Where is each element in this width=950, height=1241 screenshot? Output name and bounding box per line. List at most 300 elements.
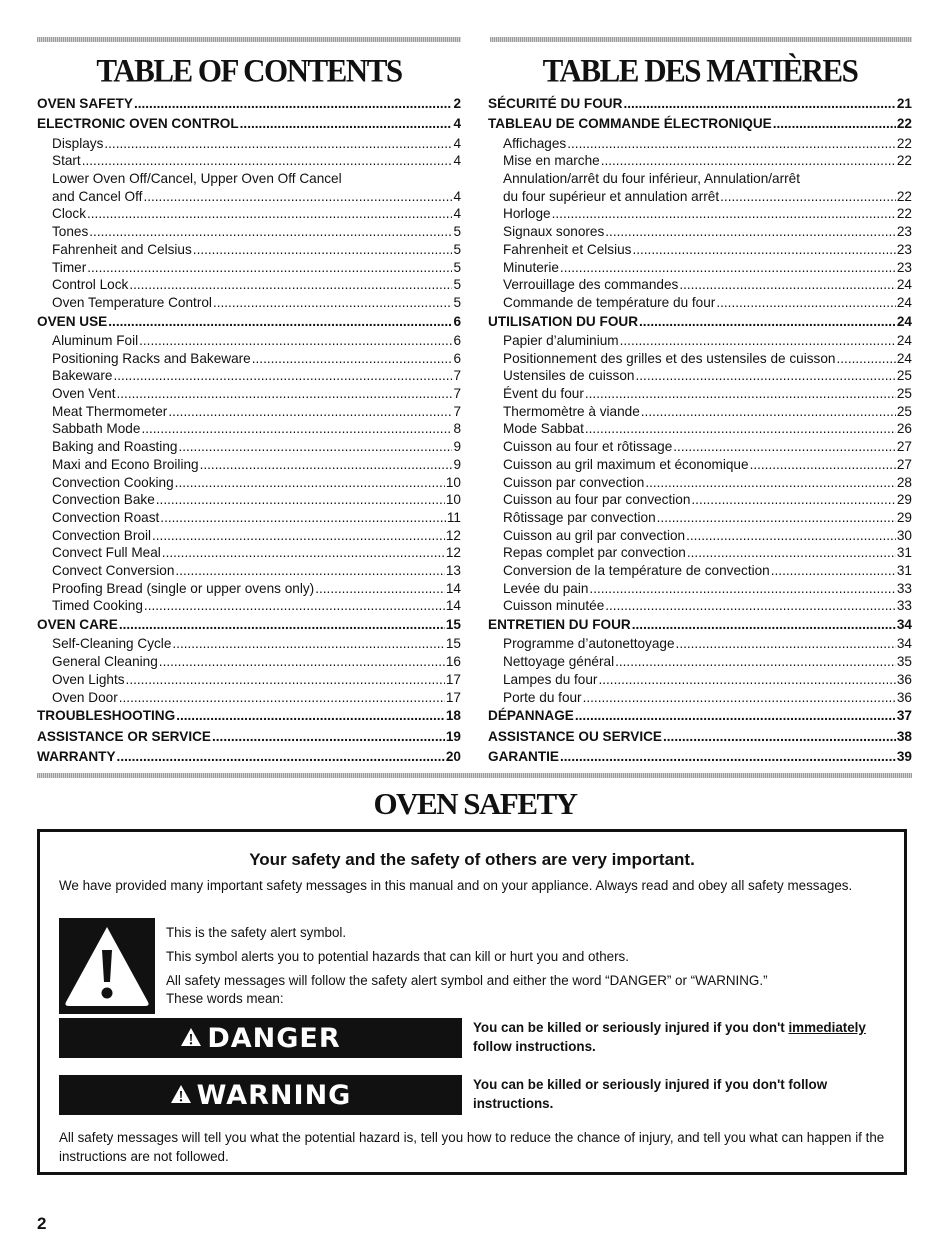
toc-dot-leader [156,491,445,509]
toc-entry-title: Levée du pain [503,580,589,596]
toc-subentry [488,135,912,153]
toc-subentry [488,544,912,562]
toc-page-number: 31 [896,563,912,579]
toc-entry-title: Baking and Roasting [52,439,178,455]
toc-dot-leader [159,653,445,671]
toc-entry-title: Cuisson au gril par convection [503,527,686,543]
toc-page-number: 22 [896,206,912,222]
toc-section-entry [488,727,912,747]
alert-line: This symbol alerts you to potential hazards that can kill or hurt you and others. [166,949,629,964]
toc-dot-leader [113,367,452,385]
toc-entry-title: Convect Conversion [52,563,175,579]
toc-page-number: 12 [445,527,461,543]
toc-section-entry [488,615,912,635]
toc-entry-title: TROUBLESHOOTING [37,708,176,724]
toc-page-number: 14 [445,598,461,614]
toc-entry-title: du four supérieur et annulation arrêt [503,188,720,204]
toc-section-entry [37,312,461,332]
toc-page-number: 27 [896,439,912,455]
toc-dot-leader [716,294,896,312]
toc-subentry [37,491,461,509]
toc-subentry [37,562,461,580]
section-rule [37,773,912,778]
toc-subentry [37,653,461,671]
toc-dot-leader [175,562,444,580]
toc-entry-title: SÉCURITÉ DU FOUR [488,96,623,111]
toc-subentry [488,438,912,456]
toc-dot-leader [679,276,896,294]
toc-entry-title: Porte du four [503,689,582,705]
toc-dot-leader [200,456,453,474]
toc-page-number: 38 [896,728,912,744]
toc-page-number: 5 [453,241,461,257]
toc-page-number: 4 [453,153,461,169]
toc-subentry [37,350,461,368]
toc-section-entry [488,312,912,332]
toc-entry-title: Cuisson minutée [503,598,605,614]
toc-title-fr: TABLE DES MATIÈRES [542,51,858,89]
toc-dot-leader [119,615,445,635]
toc-dot-leader [676,635,896,653]
danger-text-emphasis: immediately [788,1020,866,1035]
toc-dot-leader [552,205,896,223]
toc-section-entry [488,706,912,726]
top-rule-left [37,37,461,42]
toc-dot-leader [836,350,895,368]
toc-entry-title: OVEN CARE [37,617,118,633]
toc-dot-leader [178,438,452,456]
toc-dot-leader [567,135,896,153]
toc-page-number: 7 [453,386,461,402]
toc-page-number: 27 [896,456,912,472]
toc-dot-leader [89,223,452,241]
toc-dot-leader [585,385,896,403]
toc-page-number: 34 [896,617,912,633]
toc-page-number: 24 [896,350,912,366]
toc-entry-title: Repas complet par convection [503,545,686,561]
toc-dot-leader [686,527,896,545]
toc-subentry [488,689,912,707]
toc-entry-title: WARRANTY [37,748,116,764]
toc-section-entry [37,727,461,747]
danger-text [473,1018,903,1056]
toc-dot-leader [176,706,445,726]
toc-page-number: 9 [453,439,461,455]
toc-entry-title: OVEN SAFETY [37,96,133,111]
toc-subentry [37,241,461,259]
alert-line: All safety messages will follow the safety alert symbol and either the word “DANGER” or “WARNING.” [166,973,768,988]
toc-page-number: 31 [896,545,912,561]
toc-dot-leader [645,474,896,492]
toc-page-number: 35 [896,654,912,670]
toc-entry-title: Nettoyage général [503,654,615,670]
toc-section-entry [37,747,461,767]
toc-subentry [488,491,912,509]
toc-entry-title: Oven Door [52,689,118,705]
toc-entry-title: Proofing Bread (single or upper ovens only) [52,580,315,596]
toc-page-number: 5 [453,224,461,240]
danger-banner [59,1018,462,1058]
toc-subentry [488,474,912,492]
toc-entry-title: ELECTRONIC OVEN CONTROL [37,116,239,132]
toc-dot-leader [87,259,452,277]
toc-entry-title: Convection Roast [52,509,160,525]
toc-entry-title: Sabbath Mode [52,421,141,437]
toc-dot-leader [117,747,445,767]
warning-text: You can be killed or seriously injured if you don't follow instructions. [473,1077,828,1111]
toc-page-number: 33 [896,598,912,614]
toc-entry-title: Oven Lights [52,671,125,687]
toc-entry-title: Affichages [503,135,567,151]
toc-entry-title: TABLEAU DE COMMANDE ÉLECTRONIQUE [488,116,772,132]
toc-page-number: 22 [896,153,912,169]
toc-dot-leader [141,420,452,438]
toc-entry-title: Control Lock [52,277,129,293]
toc-entry-title: Évent du four [503,386,584,402]
toc-subentry [37,367,461,385]
toc-dot-leader [773,114,896,134]
toc-subentry [37,671,461,689]
toc-entry-title: Start [52,153,81,169]
toc-page-number: 10 [445,474,461,490]
toc-page-number: 11 [446,509,461,525]
toc-dot-leader [168,403,452,421]
toc-page-number: 6 [453,350,461,366]
toc-page-number: 5 [453,294,461,310]
toc-dot-leader [129,276,452,294]
toc-page-number: 18 [445,708,461,724]
toc-entry-title: Papier d’aluminium [503,332,619,348]
toc-page-number: 23 [896,259,912,275]
toc-entry-title: Conversion de la température de convection [503,563,770,579]
toc-subentry [488,653,912,671]
toc-subentry [37,403,461,421]
toc-entry-title: Annulation/arrêt du four inférieur, Annulation/arrêt [503,171,800,186]
toc-page-number: 5 [453,277,461,293]
safety-title: OVEN SAFETY [373,786,577,821]
toc-subentry [37,544,461,562]
toc-page-number: 25 [896,386,912,402]
toc-page-number: 5 [453,259,461,275]
toc-dot-leader [82,152,453,170]
toc-subentry [37,456,461,474]
toc-dot-leader [691,491,895,509]
toc-entry-title: Thermomètre à viande [503,403,640,419]
toc-page-number: 36 [896,689,912,705]
toc-dot-leader [213,294,453,312]
toc-page-number: 34 [896,636,912,652]
toc-subentry [488,527,912,545]
toc-dot-leader [108,312,452,332]
toc-page-number: 8 [453,421,461,437]
toc-dot-leader [139,332,452,350]
toc-entry-title: Cuisson au gril maximum et économique [503,456,749,472]
toc-subentry [37,223,461,241]
toc-entry-title: Bakeware [52,368,113,384]
toc-page-number: 4 [453,188,461,204]
toc-dot-leader [560,259,896,277]
toc-subentry [37,188,461,206]
toc-page-number: 37 [896,708,912,724]
toc-entry-title: Signaux sonores [503,224,605,240]
toc-page-number: 4 [453,116,461,132]
toc-page-number: 24 [896,294,912,310]
toc-section-entry [37,706,461,726]
toc-entry-title: and Cancel Off [52,188,143,204]
toc-page-number: 21 [896,96,912,111]
toc-page-number: 19 [445,728,461,744]
toc-dot-leader [615,653,896,671]
toc-page-number: 4 [453,206,461,222]
danger-text-part: follow instructions. [473,1039,596,1054]
toc-page-number: 23 [896,224,912,240]
toc-subentry [37,385,461,403]
toc-section-entry [488,114,912,134]
toc-english [37,51,461,767]
toc-subentry [37,259,461,277]
toc-entry-title: Cuisson au four et rôtissage [503,439,673,455]
toc-page-number: 24 [896,332,912,348]
toc-entry-title: Lampes du four [503,671,598,687]
toc-dot-leader [160,509,446,527]
toc-dot-leader [750,456,896,474]
toc-dot-leader [598,671,895,689]
toc-page-number: 13 [445,563,461,579]
safety-footer: All safety messages will tell you what the potential hazard is, tell you how to reduce the chance of injury, and tell you what can happen if the instructions are not followed. [59,1130,885,1164]
toc-page-number: 17 [445,671,461,687]
toc-page-number: 17 [445,689,461,705]
toc-entry-title: OVEN USE [37,313,108,329]
toc-page-number: 23 [896,241,912,257]
toc-entry-title: Convect Full Meal [52,545,161,561]
toc-page-number: 24 [896,277,912,293]
toc-section-entry [37,94,461,114]
toc-entry-title: Positionnement des grilles et des ustensiles de cuisson [503,350,836,366]
toc-dot-leader [212,727,445,747]
toc-subentry [37,276,461,294]
toc-dot-leader [623,94,895,114]
toc-entry-title: Tones [52,224,89,240]
toc-page-number: 15 [445,636,461,652]
toc-page-number: 33 [896,580,912,596]
toc-subentry [488,367,912,385]
toc-subentry [37,205,461,223]
toc-page-number: 16 [445,654,461,670]
toc-subentry [488,403,912,421]
toc-subentry [37,420,461,438]
toc-dot-leader [632,241,895,259]
toc-entry-title: ASSISTANCE OR SERVICE [37,728,211,744]
toc-subentry [488,332,912,350]
top-rule-right [490,37,912,42]
toc-page-number: 7 [453,368,461,384]
toc-entry-title: Aluminum Foil [52,332,139,348]
toc-entry-title: ASSISTANCE OU SERVICE [488,728,662,744]
toc-page-number: 6 [453,332,461,348]
toc-subentry [488,241,912,259]
toc-page-number: 7 [453,403,461,419]
toc-subentry [488,152,912,170]
toc-subentry [488,671,912,689]
toc-entry-title: Commande de température du four [503,294,716,310]
toc-subentry [37,597,461,615]
danger-label: DANGER [207,1022,341,1054]
toc-dot-leader [87,205,452,223]
toc-entry-title: Mise en marche [503,153,600,169]
toc-dot-leader [771,562,896,580]
toc-page-number: 15 [445,617,461,633]
toc-subentry [37,580,461,598]
toc-entry-title: GARANTIE [488,748,559,764]
toc-subentry [488,597,912,615]
toc-dot-leader [152,527,445,545]
toc-page-number: 29 [896,509,912,525]
toc-subentry [488,276,912,294]
toc-subentry [488,205,912,223]
toc-entry-title: Oven Temperature Control [52,294,212,310]
toc-entry-title: Fahrenheit et Celsius [503,241,632,257]
toc-section-entry [488,94,912,114]
toc-dot-leader [116,385,452,403]
toc-section-entry [488,747,912,767]
toc-section-entry [37,114,461,134]
toc-page-number: 22 [896,188,912,204]
toc-page-number: 4 [453,135,461,151]
toc-subentry [37,294,461,312]
toc-entry-title: Oven Vent [52,386,116,402]
toc-page-number: 26 [896,421,912,437]
warning-banner [59,1075,462,1115]
toc-subentry [488,170,912,188]
toc-subentry [488,580,912,598]
toc-dot-leader [605,223,896,241]
toc-dot-leader [620,332,896,350]
toc-dot-leader [172,635,444,653]
toc-page-number: 22 [896,116,912,132]
toc-dot-leader [252,350,453,368]
toc-entry-title: Meat Thermometer [52,403,168,419]
toc-entry-list-fr [488,94,912,767]
toc-entry-title: Rôtissage par convection [503,509,656,525]
toc-dot-leader [720,188,896,206]
toc-page-number: 14 [445,580,461,596]
toc-subentry [37,438,461,456]
alert-symbol-explanation [166,924,886,1014]
toc-page-number: 9 [453,456,461,472]
toc-dot-leader [143,188,452,206]
toc-dot-leader [585,420,896,438]
toc-dot-leader [126,671,445,689]
toc-entry-title: Clock [52,206,86,222]
toc-subentry [488,635,912,653]
page-number: 2 [37,1214,47,1233]
toc-entry-title: Positioning Racks and Bakeware [52,350,251,366]
warning-label: WARNING [196,1079,352,1111]
toc-title: TABLE OF CONTENTS [96,51,402,89]
toc-dot-leader [175,474,445,492]
toc-subentry [37,474,461,492]
exclamation-triangle-icon [59,918,155,1014]
toc-entry-title: Lower Oven Off/Cancel, Upper Oven Off Cancel [52,171,342,186]
toc-dot-leader [687,544,896,562]
toc-page-number: 28 [896,474,912,490]
toc-dot-leader [583,689,896,707]
toc-entry-title: Self-Cleaning Cycle [52,636,172,652]
alert-triangle-icon [170,1080,192,1111]
toc-subentry [488,385,912,403]
toc-dot-leader [162,544,445,562]
toc-entry-title: Minuterie [503,259,559,275]
toc-subentry [488,350,912,368]
toc-dot-leader [639,312,896,332]
alert-line: This is the safety alert symbol. [166,925,347,940]
safety-heading: Your safety and the safety of others are very important. [249,850,695,869]
toc-subentry [488,509,912,527]
toc-entry-title: Convection Broil [52,527,151,543]
toc-entry-title: Maxi and Econo Broiling [52,456,199,472]
toc-subentry [37,527,461,545]
toc-entry-title: Convection Cooking [52,474,174,490]
toc-subentry [488,259,912,277]
toc-entry-title: Displays [52,135,104,151]
toc-dot-leader [119,689,445,707]
toc-dot-leader [240,114,453,134]
toc-subentry [37,170,461,188]
toc-entry-title: Timer [52,259,87,275]
safety-intro: We have provided many important safety messages in this manual and on your appliance. Always read and obey all safety messages. [59,878,853,893]
toc-page-number: 12 [445,545,461,561]
toc-page-number: 10 [445,492,461,508]
toc-entry-title: DÉPANNAGE [488,708,574,724]
toc-entry-title: Cuisson par convection [503,474,645,490]
toc-subentry [37,152,461,170]
toc-dot-leader [589,580,895,598]
toc-entry-title: Timed Cooking [52,598,143,614]
toc-section-entry [37,615,461,635]
alert-line: These words mean: [166,991,284,1006]
toc-page-number: 2 [453,96,461,111]
toc-dot-leader [663,727,896,747]
toc-subentry [37,135,461,153]
toc-entry-title: Mode Sabbat [503,421,584,437]
toc-dot-leader [657,509,896,527]
danger-text-part: You can be killed or seriously injured if you don't [473,1020,789,1035]
toc-page-number: 22 [896,135,912,151]
toc-dot-leader [575,706,896,726]
toc-dot-leader [632,615,896,635]
toc-dot-leader [315,580,445,598]
toc-page-number: 6 [453,313,461,329]
toc-dot-leader [641,403,896,421]
toc-page-number: 25 [896,368,912,384]
toc-page-number: 24 [896,313,912,329]
toc-entry-title: Horloge [503,206,551,222]
toc-subentry [37,635,461,653]
toc-entry-title: Cuisson au four par convection [503,492,691,508]
toc-dot-leader [635,367,895,385]
toc-page-number: 25 [896,403,912,419]
toc-dot-leader [104,135,452,153]
toc-dot-leader [673,438,896,456]
toc-subentry [37,509,461,527]
toc-subentry [488,420,912,438]
toc-entry-title: Convection Bake [52,492,155,508]
toc-page-number: 29 [896,492,912,508]
toc-subentry [488,456,912,474]
toc-dot-leader [601,152,896,170]
toc-entry-title: Fahrenheit and Celsius [52,241,192,257]
toc-subentry [488,223,912,241]
